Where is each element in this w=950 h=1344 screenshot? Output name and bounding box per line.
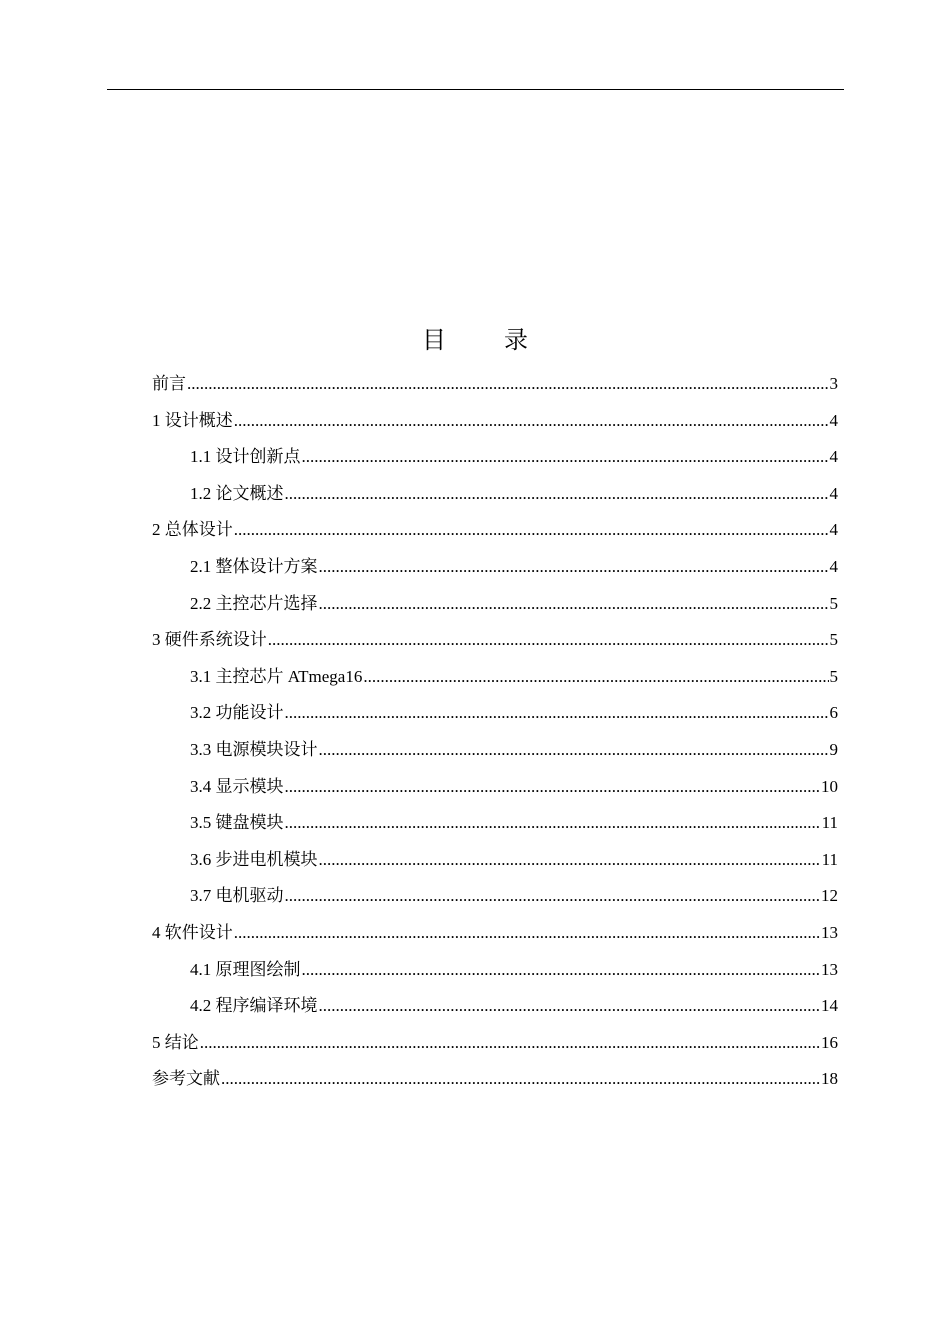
toc-entry-label: 2 总体设计: [152, 520, 233, 540]
toc-dot-leader: [319, 736, 829, 764]
toc-dot-leader: [285, 699, 829, 727]
toc-dot-leader: [285, 882, 821, 910]
toc-entry[interactable]: [152, 516, 838, 553]
toc-entry[interactable]: [152, 882, 838, 919]
toc-entry-page: 11: [821, 849, 838, 869]
toc-entry-page: 13: [821, 922, 838, 942]
toc-entry-label: 前言: [152, 374, 186, 393]
toc-entry-label: 3.3 电源模块设计: [190, 739, 318, 759]
toc-entry-page: 18: [821, 1069, 838, 1089]
toc-dot-leader: [268, 626, 829, 654]
toc-dot-leader: [285, 480, 829, 508]
toc-entry-page: 10: [821, 776, 838, 796]
toc-entry-label: 3.4 显示模块: [190, 776, 284, 796]
toc-entry-label: 4 软件设计: [152, 922, 233, 942]
table-of-contents: [152, 370, 838, 1102]
toc-entry-label: 2.1 整体设计方案: [190, 556, 318, 576]
toc-entry-label: 5 结论: [152, 1032, 199, 1052]
toc-entry[interactable]: [152, 553, 838, 590]
toc-entry-page: 12: [821, 886, 838, 906]
toc-entry-page: 3: [829, 374, 838, 393]
toc-entry-page: 13: [821, 959, 838, 979]
toc-entry-page: 5: [829, 666, 838, 686]
toc-entry[interactable]: [152, 590, 838, 627]
toc-entry-label: 3.7 电机驱动: [190, 886, 284, 906]
toc-entry-page: 4: [829, 410, 838, 430]
toc-entry[interactable]: [152, 699, 838, 736]
toc-dot-leader: [200, 1029, 820, 1057]
toc-entry-label: 3 硬件系统设计: [152, 630, 267, 650]
toc-entry[interactable]: [152, 919, 838, 956]
toc-entry-page: 5: [829, 630, 838, 650]
toc-dot-leader: [302, 956, 821, 984]
toc-dot-leader: [319, 846, 821, 874]
toc-entry-page: 5: [829, 593, 838, 613]
toc-entry[interactable]: [152, 1029, 838, 1066]
toc-entry-page: 4: [829, 520, 838, 540]
toc-entry-label: 1 设计概述: [152, 410, 233, 430]
toc-entry-page: 11: [821, 813, 838, 833]
toc-dot-leader: [234, 407, 829, 435]
toc-entry-label: 3.1 主控芯片 ATmega16: [190, 666, 363, 686]
toc-entry-page: 9: [829, 739, 838, 759]
toc-entry[interactable]: [152, 626, 838, 663]
toc-entry-page: 6: [829, 703, 838, 723]
toc-entry-label: 3.6 步进电机模块: [190, 849, 318, 869]
toc-entry-page: 16: [821, 1032, 838, 1052]
toc-dot-leader: [285, 809, 821, 837]
toc-entry[interactable]: [152, 663, 838, 700]
toc-entry[interactable]: [152, 370, 838, 407]
toc-dot-leader: [187, 370, 829, 398]
toc-entry[interactable]: [152, 809, 838, 846]
toc-dot-leader: [319, 553, 829, 581]
toc-entry-label: 1.2 论文概述: [190, 483, 284, 503]
toc-entry[interactable]: [152, 480, 838, 517]
toc-dot-leader: [363, 663, 828, 691]
toc-dot-leader: [285, 773, 821, 801]
toc-dot-leader: [302, 443, 829, 471]
toc-dot-leader: [221, 1065, 820, 1093]
toc-dot-leader: [234, 919, 820, 947]
toc-entry-label: 2.2 主控芯片选择: [190, 593, 318, 613]
header-rule: [107, 89, 844, 90]
toc-entry[interactable]: [152, 736, 838, 773]
toc-entry[interactable]: [152, 956, 838, 993]
toc-dot-leader: [319, 992, 821, 1020]
title-char-1: 目: [422, 326, 446, 354]
toc-entry[interactable]: [152, 407, 838, 444]
toc-entry[interactable]: [152, 1065, 838, 1102]
toc-entry-label: 1.1 设计创新点: [190, 447, 301, 467]
toc-entry-label: 参考文献: [152, 1069, 220, 1089]
page-title: [0, 322, 950, 358]
toc-entry-page: 14: [821, 996, 838, 1016]
toc-entry[interactable]: [152, 443, 838, 480]
toc-entry-page: 4: [829, 447, 838, 467]
toc-entry[interactable]: [152, 992, 838, 1029]
title-char-2: 录: [504, 326, 528, 354]
toc-entry[interactable]: [152, 773, 838, 810]
toc-entry-label: 4.2 程序编译环境: [190, 996, 318, 1016]
toc-entry-label: 4.1 原理图绘制: [190, 959, 301, 979]
toc-entry-page: 4: [829, 556, 838, 576]
toc-entry-page: 4: [829, 483, 838, 503]
toc-dot-leader: [319, 590, 829, 618]
toc-entry[interactable]: [152, 846, 838, 883]
toc-dot-leader: [234, 516, 829, 544]
toc-entry-label: 3.2 功能设计: [190, 703, 284, 723]
toc-entry-label: 3.5 键盘模块: [190, 813, 284, 833]
